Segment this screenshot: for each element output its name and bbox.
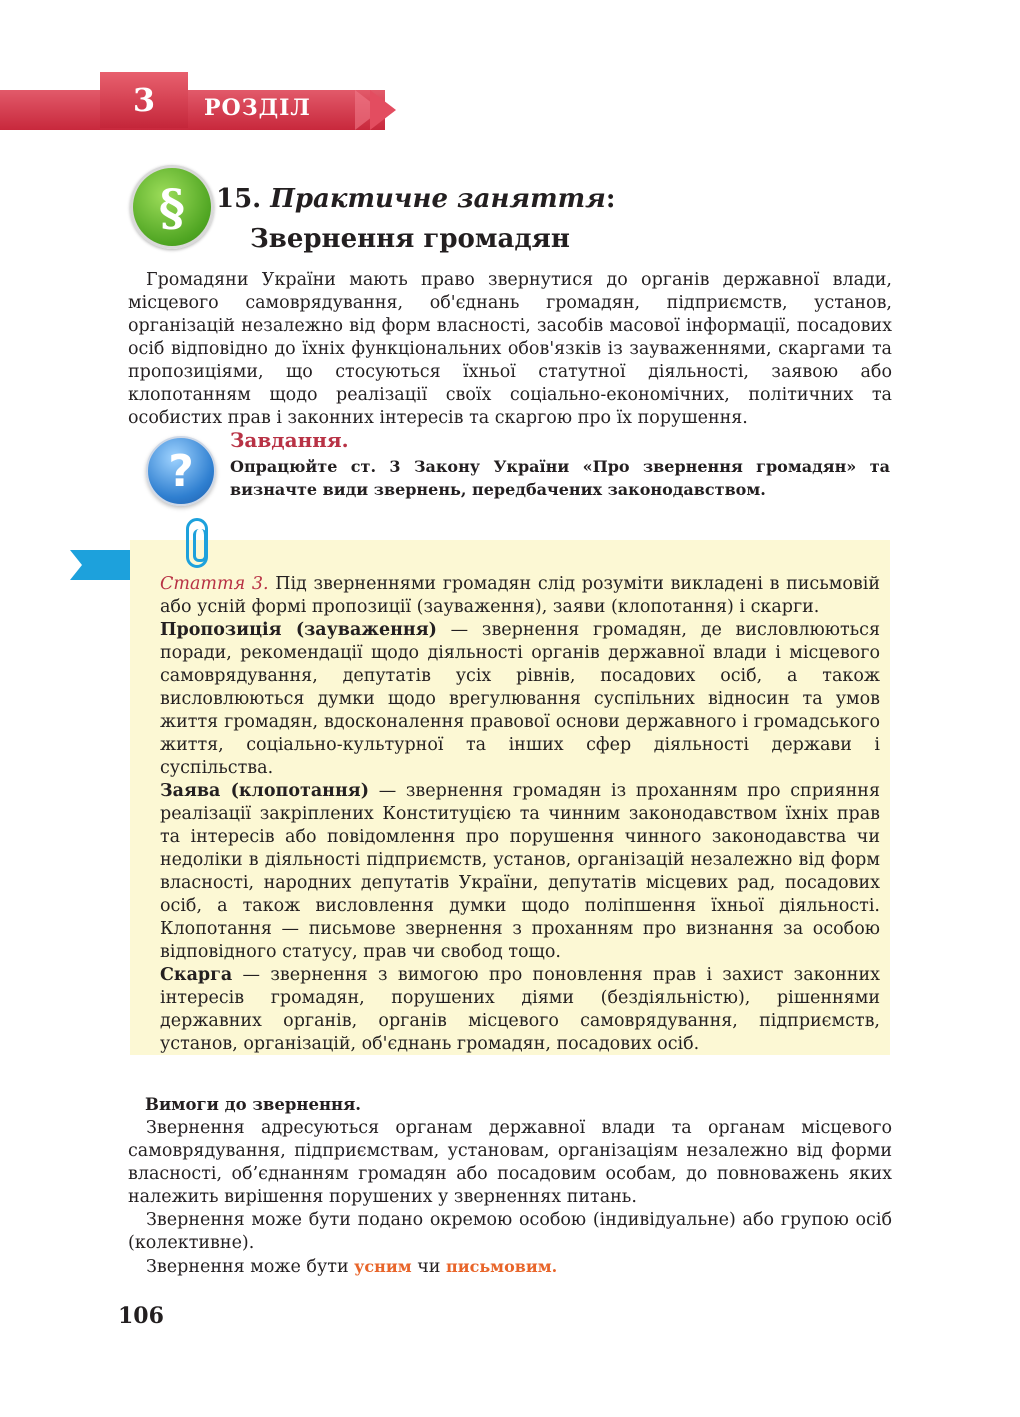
req3-mid: чи	[411, 1257, 446, 1277]
proposal-text: — звернення громадян, де висловлюються поради, рекомендації щодо діяльності органів державної влади і місцевого самоврядування, депутатів усіх рівнів, посадових осіб, а також висловлюються думки щодо врегулювання суспільних відносин та умов життя громадян, вдосконалення правової основи державного і громадського життя, соціально-культурної та інших сфер діяльності держави і суспільства.	[160, 620, 881, 778]
chapter-ribbon	[0, 90, 385, 130]
application-paragraph	[160, 780, 880, 964]
requirements-paragraph-3	[128, 1255, 892, 1279]
paragraph-icon: §	[130, 165, 214, 249]
chapter-label: РОЗДІЛ	[204, 95, 311, 121]
written-highlight: письмовим.	[446, 1257, 558, 1276]
section-subtitle: Звернення громадян	[250, 224, 570, 254]
page-number: 106	[118, 1303, 164, 1329]
question-icon: ?	[146, 436, 216, 506]
article-paragraph	[160, 573, 880, 619]
req3-start: Звернення може бути	[146, 1257, 355, 1277]
section-title-colon: :	[605, 184, 616, 214]
proposal-paragraph	[160, 619, 880, 780]
requirements-paragraph-1: Звернення адресуються органам державної влади та органам місцевого самоврядування, підприємствам, установам, організаціям незалежно від форми власності, об’єднанням громадян або посадовим особам, до повноважень яких належить вирішення порушених у зверненнях питань.	[128, 1118, 892, 1207]
chapter-number: 3	[100, 72, 188, 128]
section-title-italic: Практичне заняття	[270, 184, 606, 214]
complaint-paragraph	[160, 964, 880, 1056]
article-text: Під зверненнями громадян слід розуміти викладені в письмовій або усній формі пропозиції (зауваження), заяви (клопотання) і скарги.	[160, 574, 881, 617]
task-title: Завдання.	[230, 428, 349, 452]
oral-highlight: усним	[354, 1257, 412, 1276]
law-excerpt-text	[160, 573, 880, 1056]
section-title	[216, 184, 615, 214]
section-number: 15.	[216, 184, 262, 214]
paperclip-icon	[186, 518, 208, 568]
bookmark-flag-icon	[70, 550, 130, 580]
ribbon-arrow	[370, 90, 396, 130]
complaint-text: — звернення з вимогою про поновлення прав і захист законних інтересів громадян, порушених діями (бездіяльністю), рішеннями державних органів, органів місцевого самоврядування, підприємств, установ, організацій, об'єднань громадян, посадових осіб.	[160, 965, 880, 1054]
requirements-title: Вимоги до звернення.	[145, 1095, 362, 1114]
requirements-paragraph-2: Звернення може бути подано окремою особою (індивідуальне) або групою осіб (колективне).	[128, 1210, 892, 1253]
application-term: Заява (клопотання)	[160, 781, 370, 801]
application-text: — звернення громадян із проханням про сприяння реалізації закріплених Конституцією та чинним законодавством їхніх прав та інтересів або повідомлення про порушення чинного законодавства чи недоліки в діяльності підприємств, установ, організацій незалежно від форм власності, народних депутатів України, депутатів місцевих рад, посадових осіб, а також висловлення думки щодо поліпшення їхньої діяльності. Клопотання — письмове звернення з проханням про визнання за особою відповідного статусу, прав чи свобод тощо.	[160, 781, 880, 962]
complaint-term: Скарга	[160, 965, 233, 985]
task-text: Опрацюйте ст. 3 Закону України «Про звернення громадян» та визначте види звернень, передбачених законодавством.	[230, 457, 890, 499]
intro-paragraph: Громадяни України мають право звернутися до органів державної влади, місцевого самоврядування, об'єднань громадян, підприємств, установ, організацій незалежно від форм власності, засобів масової інформації, посадових осіб відповідно до їхніх функціональних обов'язків із зауваженнями, скаргами та пропозиціями, що стосуються їхньої статутної діяльності, заявою або клопотанням щодо реалізації своїх соціально-економічних, політичних та особистих прав і законних інтересів та скаргою про їх порушення.	[128, 270, 892, 428]
article-label: Стаття 3.	[160, 574, 269, 594]
proposal-term: Пропозиція (зауваження)	[160, 620, 437, 640]
